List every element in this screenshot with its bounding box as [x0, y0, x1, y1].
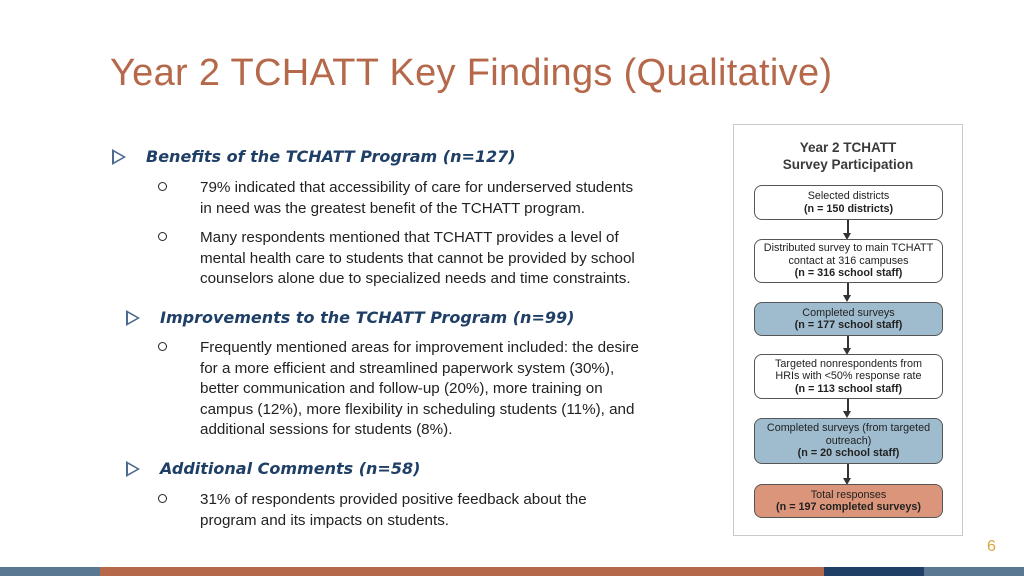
circle-bullet-icon	[158, 182, 167, 191]
bullet-text: 31% of respondents provided positive feedback about the program and its impacts on students.	[200, 491, 587, 529]
circle-bullet-icon	[158, 342, 167, 351]
footer-segment	[100, 567, 824, 576]
footer-segment	[924, 567, 1024, 576]
flow-arrow	[847, 464, 849, 479]
bullet-text: Frequently mentioned areas for improvement included: the desire for a more efficient and streamlined paperwork system (30%), better communication and follow-up (20%), more training on campus (12%), more flexibility in scheduling students (11%), and additional sessions for students (8%).	[200, 339, 639, 438]
bullet-text: 79% indicated that accessibility of care for underserved students in need was the greatest benefit of the TCHATT program.	[200, 179, 634, 217]
page-number: 6	[987, 538, 996, 555]
bullet-text: Many respondents mentioned that TCHATT provides a level of mental health care to students that cannot be provided by school counselors alone due to specialized needs and time constraints.	[200, 229, 635, 287]
flow-box-total-responses: Total responses (n = 197 completed surveys)	[754, 484, 943, 518]
circle-bullet-icon	[158, 232, 167, 241]
flow-arrow	[847, 283, 849, 296]
section-improvements	[126, 308, 574, 327]
slide-title: Year 2 TCHATT Key Findings (Qualitative)	[110, 52, 833, 94]
flow-arrow	[847, 399, 849, 412]
flow-box-distributed-survey: Distributed survey to main TCHATT contact at 316 campuses (n = 316 school staff)	[754, 239, 943, 283]
flow-box-completed-targeted: Completed surveys (from targeted outreach) (n = 20 school staff)	[754, 418, 943, 464]
section-additional-comments	[126, 459, 420, 478]
footer-segment	[824, 567, 924, 576]
triangle-bullet-icon	[126, 310, 140, 326]
section-heading: Benefits of the TCHATT Program (n=127)	[146, 147, 516, 166]
footer-segment	[0, 567, 100, 576]
footer-bar	[0, 567, 1024, 576]
triangle-bullet-icon	[126, 461, 140, 477]
section-benefits	[112, 147, 516, 166]
flow-box-targeted-nonrespondents: Targeted nonrespondents from HRIs with <50% response rate (n = 113 school staff)	[754, 354, 943, 399]
flow-arrow	[847, 336, 849, 349]
flowchart-title: Year 2 TCHATT Survey Participation	[782, 140, 914, 172]
triangle-bullet-icon	[112, 149, 126, 165]
flow-box-completed-surveys: Completed surveys (n = 177 school staff)	[754, 302, 943, 336]
section-heading: Improvements to the TCHATT Program (n=99)	[160, 308, 575, 327]
flow-box-selected-districts: Selected districts (n = 150 districts)	[754, 185, 943, 220]
circle-bullet-icon	[158, 494, 167, 503]
flow-arrow	[847, 220, 849, 234]
section-heading: Additional Comments (n=58)	[160, 459, 421, 478]
survey-flowchart	[733, 124, 963, 536]
